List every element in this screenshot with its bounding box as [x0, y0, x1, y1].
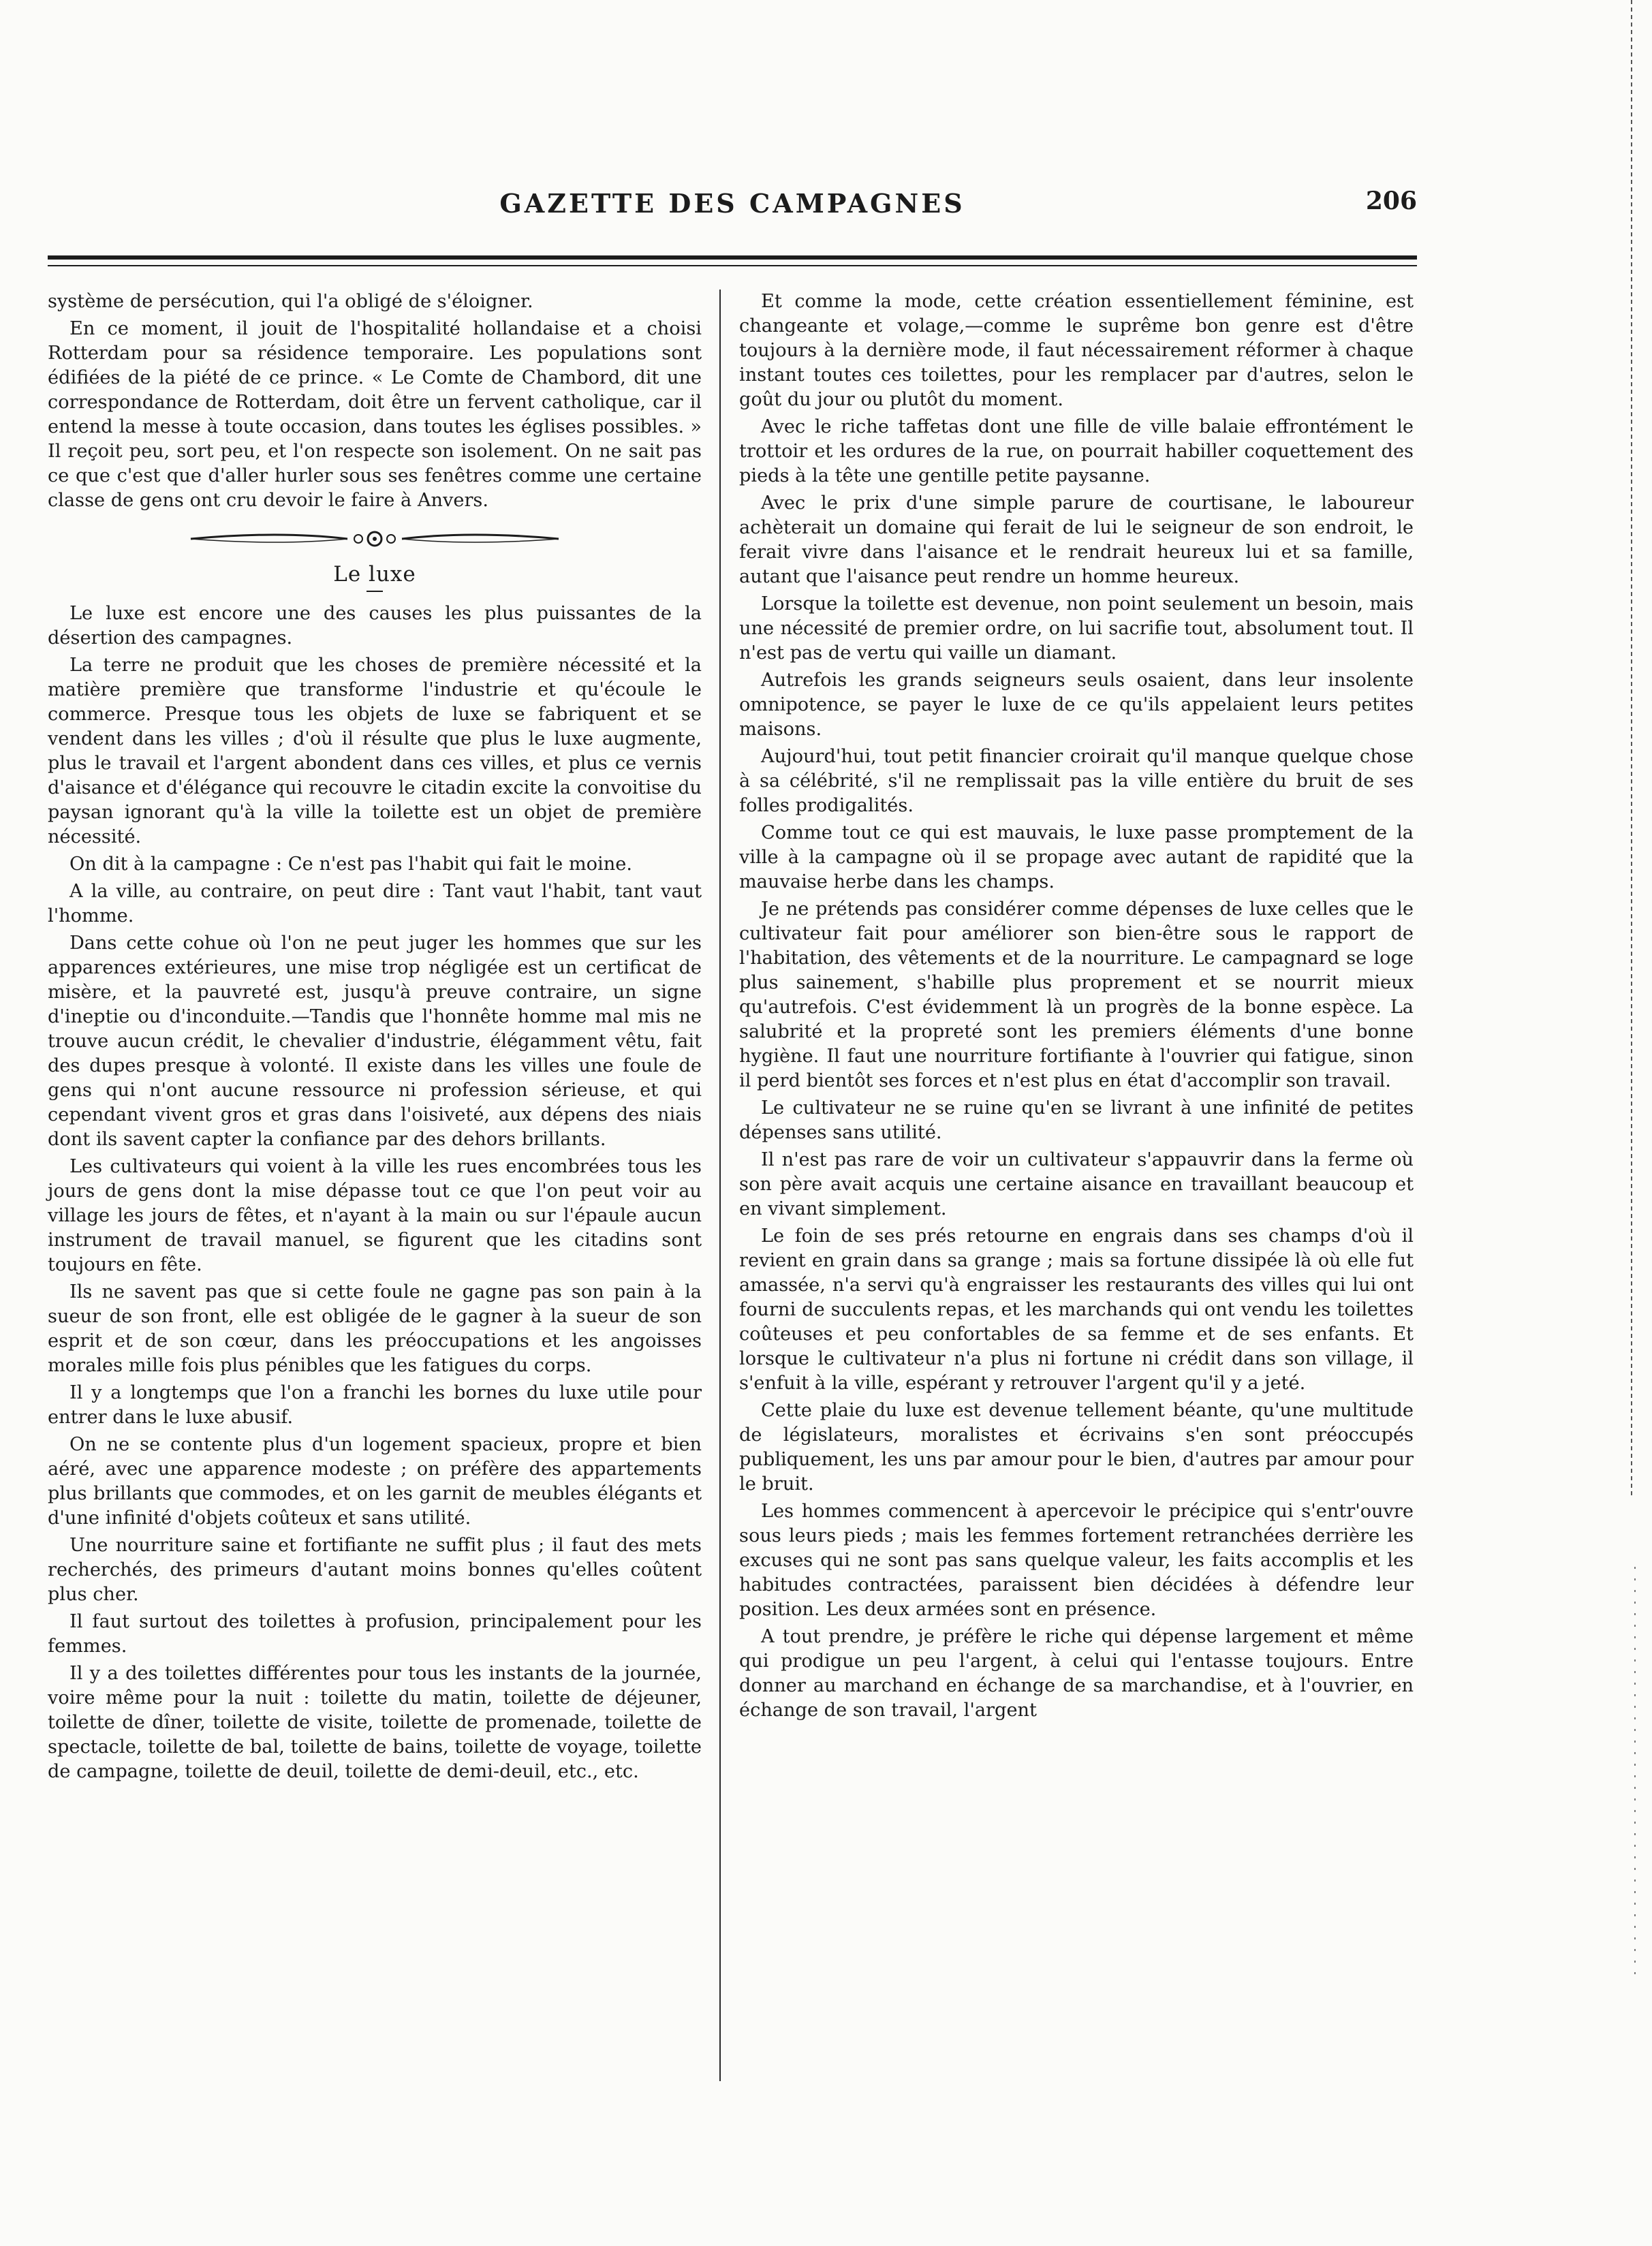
page-header: [48, 178, 1417, 226]
paragraph: A la ville, au contraire, on peut dire : Tant vaut l'habit, tant vaut l'homme.: [48, 881, 702, 926]
paragraph: Il y a longtemps que l'on a franchi les bornes du luxe utile pour entrer dans le luxe abusif.: [48, 1382, 702, 1428]
right-column: [739, 290, 1414, 1726]
paragraph: Je ne prétends pas considérer comme dépenses de luxe celles que le cultivateur fait pour améliorer son bien-être sous le rapport de l'habitation, des vêtements et de la nourriture. Le campagnard se loge plus sainement, s'habille plus proprement et se nourrit mieux qu'autrefois. C'est évidemment là un progrès de la bonne espèce. La salubrité et la propreté sont les premiers éléments d'une bonne hygiène. Il faut une nourriture fortifiante à l'ouvrier qui fatigue, sinon il perd bientôt ses forces et n'est plus en état d'accomplir son travail.: [739, 899, 1414, 1091]
publication-title: GAZETTE DES CAMPAGNES: [499, 188, 965, 219]
paragraph: Les hommes commencent à apercevoir le précipice qui s'entr'ouvre sous leurs pieds ; mais les femmes fortement retranchées derrière les excuses qui ne sont pas sans quelque valeur, les faits accomplis et les habitudes contractées, paraissent bien décidées à défendre leur position. Les deux armées sont en présence.: [739, 1501, 1414, 1620]
paragraph: Et comme la mode, cette création essentiellement féminine, est changeante et volage,—comme le suprême bon genre est d'être toujours à la dernière mode, il faut nécessairement réformer à chaque instant toutes ces toilettes, pour les remplacer par d'autres, selon le goût du jour ou plutôt du moment.: [739, 291, 1414, 410]
paragraph: Lorsque la toilette est devenue, non point seulement un besoin, mais une nécessité de premier ordre, on lui sacrifie tout, absolument tout. Il n'est pas de vertu qui vaille un diamant.: [739, 593, 1414, 664]
paragraph: Il faut surtout des toilettes à profusion, principalement pour les femmes.: [48, 1611, 702, 1657]
paragraph: système de persécution, qui l'a obligé de s'éloigner.: [48, 291, 533, 312]
paragraph: Autrefois les grands seigneurs seuls osaient, dans leur insolente omnipotence, se payer le luxe de ce qu'ils appelaient leurs petites maisons.: [739, 670, 1414, 740]
paragraph: Le luxe est encore une des causes les plus puissantes de la désertion des campagnes.: [48, 603, 702, 649]
paragraph: Il n'est pas rare de voir un cultivateur s'appauvrir dans la ferme où son père avait acquis une certaine aisance en travaillant beaucoup et en vivant simplement.: [739, 1149, 1414, 1219]
paragraph: Dans cette cohue où l'on ne peut juger les hommes que sur les apparences extérieures, une mise trop négligée est un certificat de misère, et la pauvreté est, jusqu'à preuve contraire, un signe d'ineptie ou d'inconduite.—Tandis que l'honnête homme mal mis ne trouve aucun crédit, le chevalier d'industrie, élégamment vêtu, fait des dupes presque à volonté. Il existe dans les villes une foule de gens qui n'ont aucune ressource ni profession sérieuse, et qui cependant vivent gros et gras dans l'oisiveté, aux dépens des niais dont ils savent capter la confiance par des dehors brillants.: [48, 933, 702, 1150]
page-number: 206: [1365, 187, 1417, 215]
paragraph: Aujourd'hui, tout petit financier croirait qu'il manque quelque chose à sa célébrité, s'il ne remplissait pas la ville entière du bruit de ses folles prodigalités.: [739, 746, 1414, 816]
binding-edge-marks: [1620, 0, 1643, 2246]
title-dash: [367, 591, 383, 592]
paragraph: Ils ne savent pas que si cette foule ne gagne pas son pain à la sueur de son front, elle est obligée de le gagner à la sueur de son esprit et de son cœur, dans les préoccupations et les angoisses morales mille fois plus pénibles que les fatigues du corps.: [48, 1281, 702, 1376]
decorative-divider-icon: [48, 525, 702, 552]
paragraph: On dit à la campagne : Ce n'est pas l'habit qui fait le moine.: [69, 854, 632, 875]
paragraph: Les cultivateurs qui voient à la ville les rues encombrées tous les jours de gens dont la mise dépasse tout ce que l'on peut voir au village les jours de fêtes, et n'ayant à la main ou sur l'épaule aucun instrument de travail manuel, se figurent que les citadins sont toujours en fête.: [48, 1156, 702, 1275]
paragraph: La terre ne produit que les choses de première nécessité et la matière première que transforme l'industrie et qu'écoule le commerce. Presque tous les objets de luxe se fabriquent et se vendent dans les villes ; d'où il résulte que plus le luxe augmente, plus le travail et l'argent abondent dans ces villes, et plus ce vernis d'aisance et d'élégance qui recouvre le citadin excite la convoitise du paysan ignorant qu'à la ville la toilette est un objet de première nécessité.: [48, 655, 702, 847]
header-rule-thick: [48, 255, 1417, 260]
paragraph: Le cultivateur ne se ruine qu'en se livrant à une infinité de petites dépenses sans utilité.: [739, 1097, 1414, 1143]
paragraph: Le foin de ses prés retourne en engrais dans ses champs d'où il revient en grain dans sa grange ; mais sa fortune dissipée là où elle fut amassée, n'a servi qu'à engraisser les restaurants des villes qui lui ont fourni de succulents repas, et les marchands qui ont vendu les toilettes coûteuses et peu confortables de sa femme et de ses enfants. Et lorsque le cultivateur n'a plus ni fortune ni crédit dans son village, il s'enfuit à la ville, espérant y retrouver l'argent qu'il y a jeté.: [739, 1226, 1414, 1394]
paragraph: Avec le prix d'une simple parure de courtisane, le laboureur achèterait un domaine qui ferait de lui le seigneur de son endroit, le ferait vivre dans l'aisance et le rendrait heureux lui et sa famille, autant que l'aisance peut rendre un homme heureux.: [739, 493, 1414, 587]
left-column: [48, 290, 702, 1787]
paragraph: Il y a des toilettes différentes pour tous les instants de la journée, voire même pour la nuit : toilette du matin, toilette de déjeuner, toilette de dîner, toilette de visite, toilette de promenade, toilette de spectacle, toilette de bal, toilette de bains, toilette de voyage, toilette de campagne, toilette de deuil, toilette de demi-deuil, etc., etc.: [48, 1663, 702, 1782]
header-rule-thin: [48, 265, 1417, 266]
paragraph: Avec le riche taffetas dont une fille de ville balaie effrontément le trottoir et les ordures de la rue, on pourrait habiller coquettement des pieds à la tête une gentille petite paysanne.: [739, 416, 1414, 486]
paragraph: Une nourriture saine et fortifiante ne suffit plus ; il faut des mets recherchés, des primeurs d'autant moins bonnes qu'elles coûtent plus cher.: [48, 1535, 702, 1605]
article-title: Le luxe: [333, 562, 416, 587]
paragraph: On ne se contente plus d'un logement spacieux, propre et bien aéré, avec une apparence modeste ; on préfère des appartements plus brillants que commodes, et on les garnit de meubles élégants et d'une infinité d'objets coûteux et sans utilité.: [48, 1434, 702, 1529]
paragraph: En ce moment, il jouit de l'hospitalité hollandaise et a choisi Rotterdam pour sa résidence temporaire. Les populations sont édifiées de la piété de ce prince. « Le Comte de Chambord, dit une correspondance de Rotterdam, doit être un fervent catholique, car il entend la messe à toute occasion, dans toutes les églises possibles. » Il reçoit peu, sort peu, et l'on respecte son isolement. On ne sait pas ce que c'est que d'aller hurler sous ses fenêtres comme une certaine classe de gens ont cru devoir le faire à Anvers.: [48, 318, 702, 511]
paragraph: A tout prendre, je préfère le riche qui dépense largement et même qui prodigue un peu l'argent, à celui qui l'entasse toujours. Entre donner au marchand en échange de sa marchandise, et à l'ouvrier, en échange de son travail, l'argent: [739, 1626, 1414, 1721]
column-divider: [719, 290, 721, 2081]
paragraph: Comme tout ce qui est mauvais, le luxe passe promptement de la ville à la campagne où il se propage avec autant de rapidité que la mauvaise herbe dans les champs.: [739, 822, 1414, 892]
paragraph: Cette plaie du luxe est devenue tellement béante, qu'une multitude de législateurs, moralistes et écrivains s'en sont préoccupés publiquement, les uns par amour pour le bien, d'autres par amour pour le bruit.: [739, 1400, 1414, 1495]
